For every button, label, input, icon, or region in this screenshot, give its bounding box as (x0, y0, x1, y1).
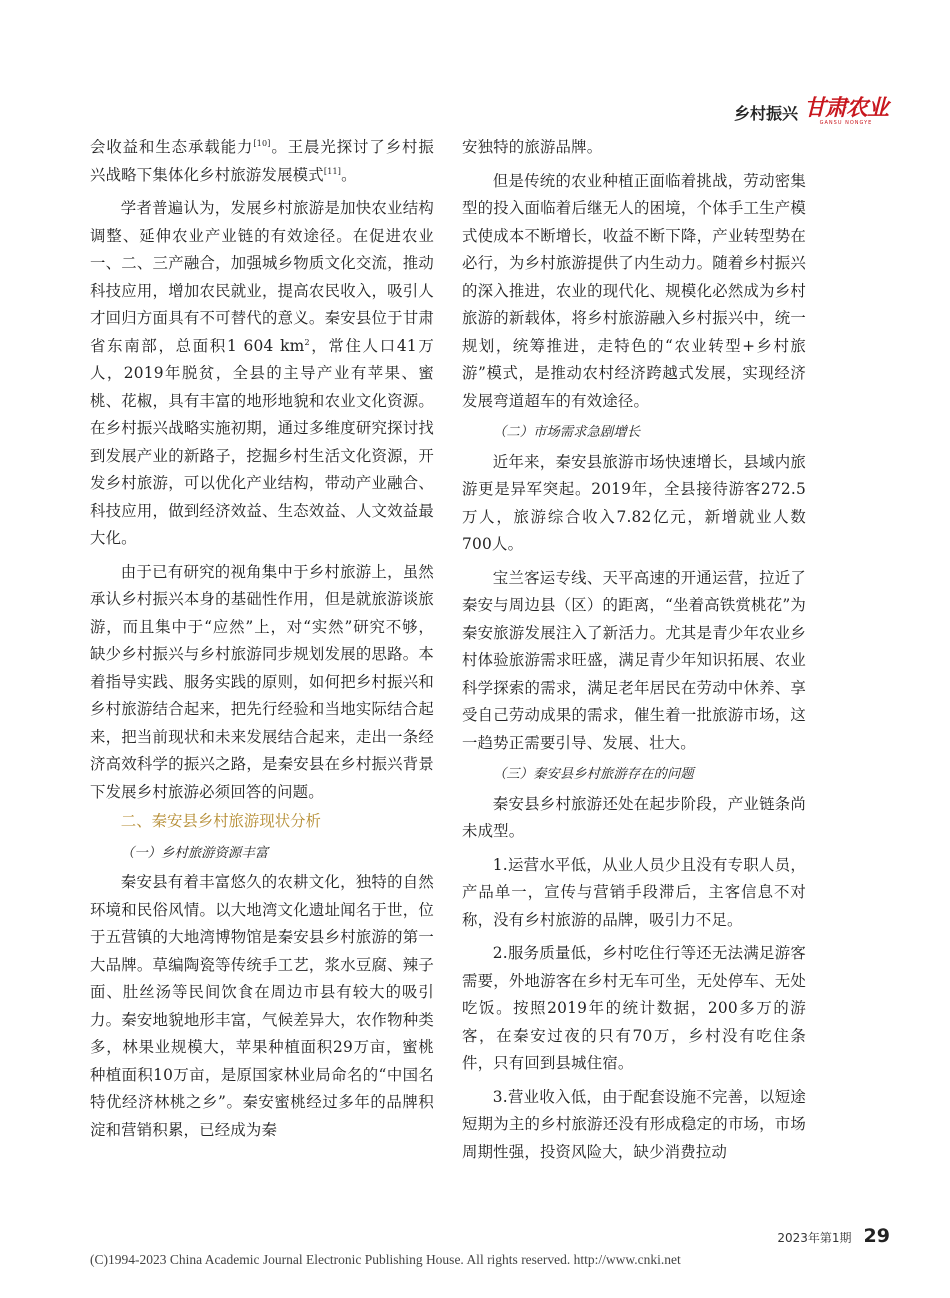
right-column (462, 134, 806, 1166)
issue-label: 2023年第1期 (777, 1231, 852, 1245)
paragraph-4: 秦安县有着丰富悠久的农耕文化，独特的自然环境和民俗风情。以大地湾文化遗址闻名于世，位于五营镇的大地湾博物馆是秦安县乡村旅游的第一大品牌。草编陶瓷等传统手工艺，浆水豆腐、辣子面、肚丝汤等民间饮食在周边市县有较大的吸引力。秦安地貌地形丰富，气候差异大，农作物种类多，林果业规模大，苹果种植面积29万亩，蜜桃种植面积10万亩，是原国家林业局命名的“中国名特优经济林桃之乡”。秦安蜜桃经过多年的品牌积淀和营销积累，已经成为秦 (90, 873, 434, 1139)
page-footer (777, 1225, 890, 1247)
paragraph-3: 由于已有研究的视角集中于乡村旅游上，虽然承认乡村振兴本身的基础性作用，但是就旅游谈旅游，而且集中于“应然”上，对“实然”研究不够，缺少乡村振兴与乡村旅游同步规划发展的思路。本着指导实践、服务实践的原则，如何把乡村振兴和乡村旅游结合起来，把先行经验和当地实际结合起来，把当前现状和未来发展结合起来，走出一条经济高效科学的振兴之路，是秦安县在乡村振兴背景下发展乡村旅游必须回答的问题。 (90, 562, 434, 801)
logo-main-text: 甘肃农业 (803, 96, 888, 121)
reference-11[interactable]: [11] (323, 166, 342, 176)
paragraph-7: 近年来，秦安县旅游市场快速增长，县域内旅游更是异军突起。2019年，全县接待游客272.5万人，旅游综合收入7.82亿元，新增就业人数700人。 (462, 452, 806, 553)
left-column (90, 134, 434, 1144)
copyright-notice: (C)1994-2023 China Academic Journal Electronic Publishing House. All rights reserved. http://www.cnki.net (90, 1252, 681, 1267)
subheading-2: （二）市场需求急剧增长 (492, 425, 641, 440)
journal-logo (804, 98, 888, 126)
paragraph-6: 但是传统的农业种植正面临着挑战，劳动密集型的投入面临着后继无人的困境，个体手工生产模式使成本不断增长，收益不断下降，产业转型势在必行，为乡村旅游提供了内生动力。随着乡村振兴的深入推进，农业的现代化、规模化必然成为乡村旅游的新载体，将乡村旅游融入乡村振兴中，统一规划，统筹推进，走特色的“农业转型+乡村旅游”模式，是推动农村经济跨越式发展，实现经济发展弯道超车的有效途径。 (462, 171, 806, 410)
paragraph-9: 秦安县乡村旅游还处在起步阶段，产业链条尚未成型。 (462, 794, 806, 840)
paragraph-11: 2.服务质量低，乡村吃住行等还无法满足游客需要，外地游客在乡村无车可坐，无处停车、无处吃饭。按照2019年的统计数据，200多万的游客，在秦安过夜的只有70万，乡村没有吃住条件，只有回到县城住宿。 (462, 944, 806, 1072)
paragraph-10: 1.运营水平低，从业人员少且没有专职人员，产品单一，宣传与营销手段滞后，主客信息不对称，没有乡村旅游的品牌，吸引力不足。 (462, 855, 806, 929)
page-number: 29 (863, 1225, 890, 1247)
paragraph-8: 宝兰客运专线、天平高速的开通运营，拉近了秦安与周边县（区）的距离，“坐着高铁赏桃花”为秦安旅游发展注入了新活力。尤其是青少年农业乡村体验旅游需求旺盛，满足青少年知识拓展、农业科学探索的需求，满足老年居民在劳动中休养、享受自己劳动成果的需求，催生着一批旅游市场，这一趋势正需要引导、发展、壮大。 (462, 568, 806, 752)
logo-sub-text: GANSU NONGYE (819, 120, 873, 126)
paragraph-1: 会收益和生态承载能力[10]。王晨光探讨了乡村振兴战略下集体化乡村旅游发展模式[11]。 (90, 138, 434, 184)
subheading-3: （三）秦安县乡村旅游存在的问题 (492, 767, 694, 782)
section-title: 乡村振兴 (733, 103, 798, 123)
paragraph-5: 安独特的旅游品牌。 (462, 138, 603, 156)
section-heading-2: 二、秦安县乡村旅游现状分析 (120, 812, 321, 830)
page-header (734, 92, 888, 132)
reference-10[interactable]: [10] (253, 138, 271, 148)
paragraph-12: 3.营业收入低，由于配套设施不完善，以短途短期为主的乡村旅游还没有形成稳定的市场，市场周期性强，投资风险大，缺少消费拉动 (462, 1087, 806, 1161)
subheading-1: （一）乡村旅游资源丰富 (120, 845, 269, 861)
paragraph-2: 学者普遍认为，发展乡村旅游是加快农业结构调整、延伸农业产业链的有效途径。在促进农业一、二、三产融合，加强城乡物质文化交流，推动科技应用，增加农民就业，提高农民收入，吸引人才回归方面具有不可替代的意义。秦安县位于甘肃省东南部，总面积1 604 $km^2$，常住人口41万人，2019年脱贫，全县的主导产业有苹果、蜜桃、花椒，具有丰富的地形地貌和农业文化资源。在乡村振兴战略实施初期，通过多维度研究探讨找到发展产业的新路子，挖掘乡村生活文化资源，开发乡村旅游，可以优化产业结构，带动产业融合、科技应用，做到经济效益、生态效益、人文效益最大化。 (90, 199, 435, 547)
